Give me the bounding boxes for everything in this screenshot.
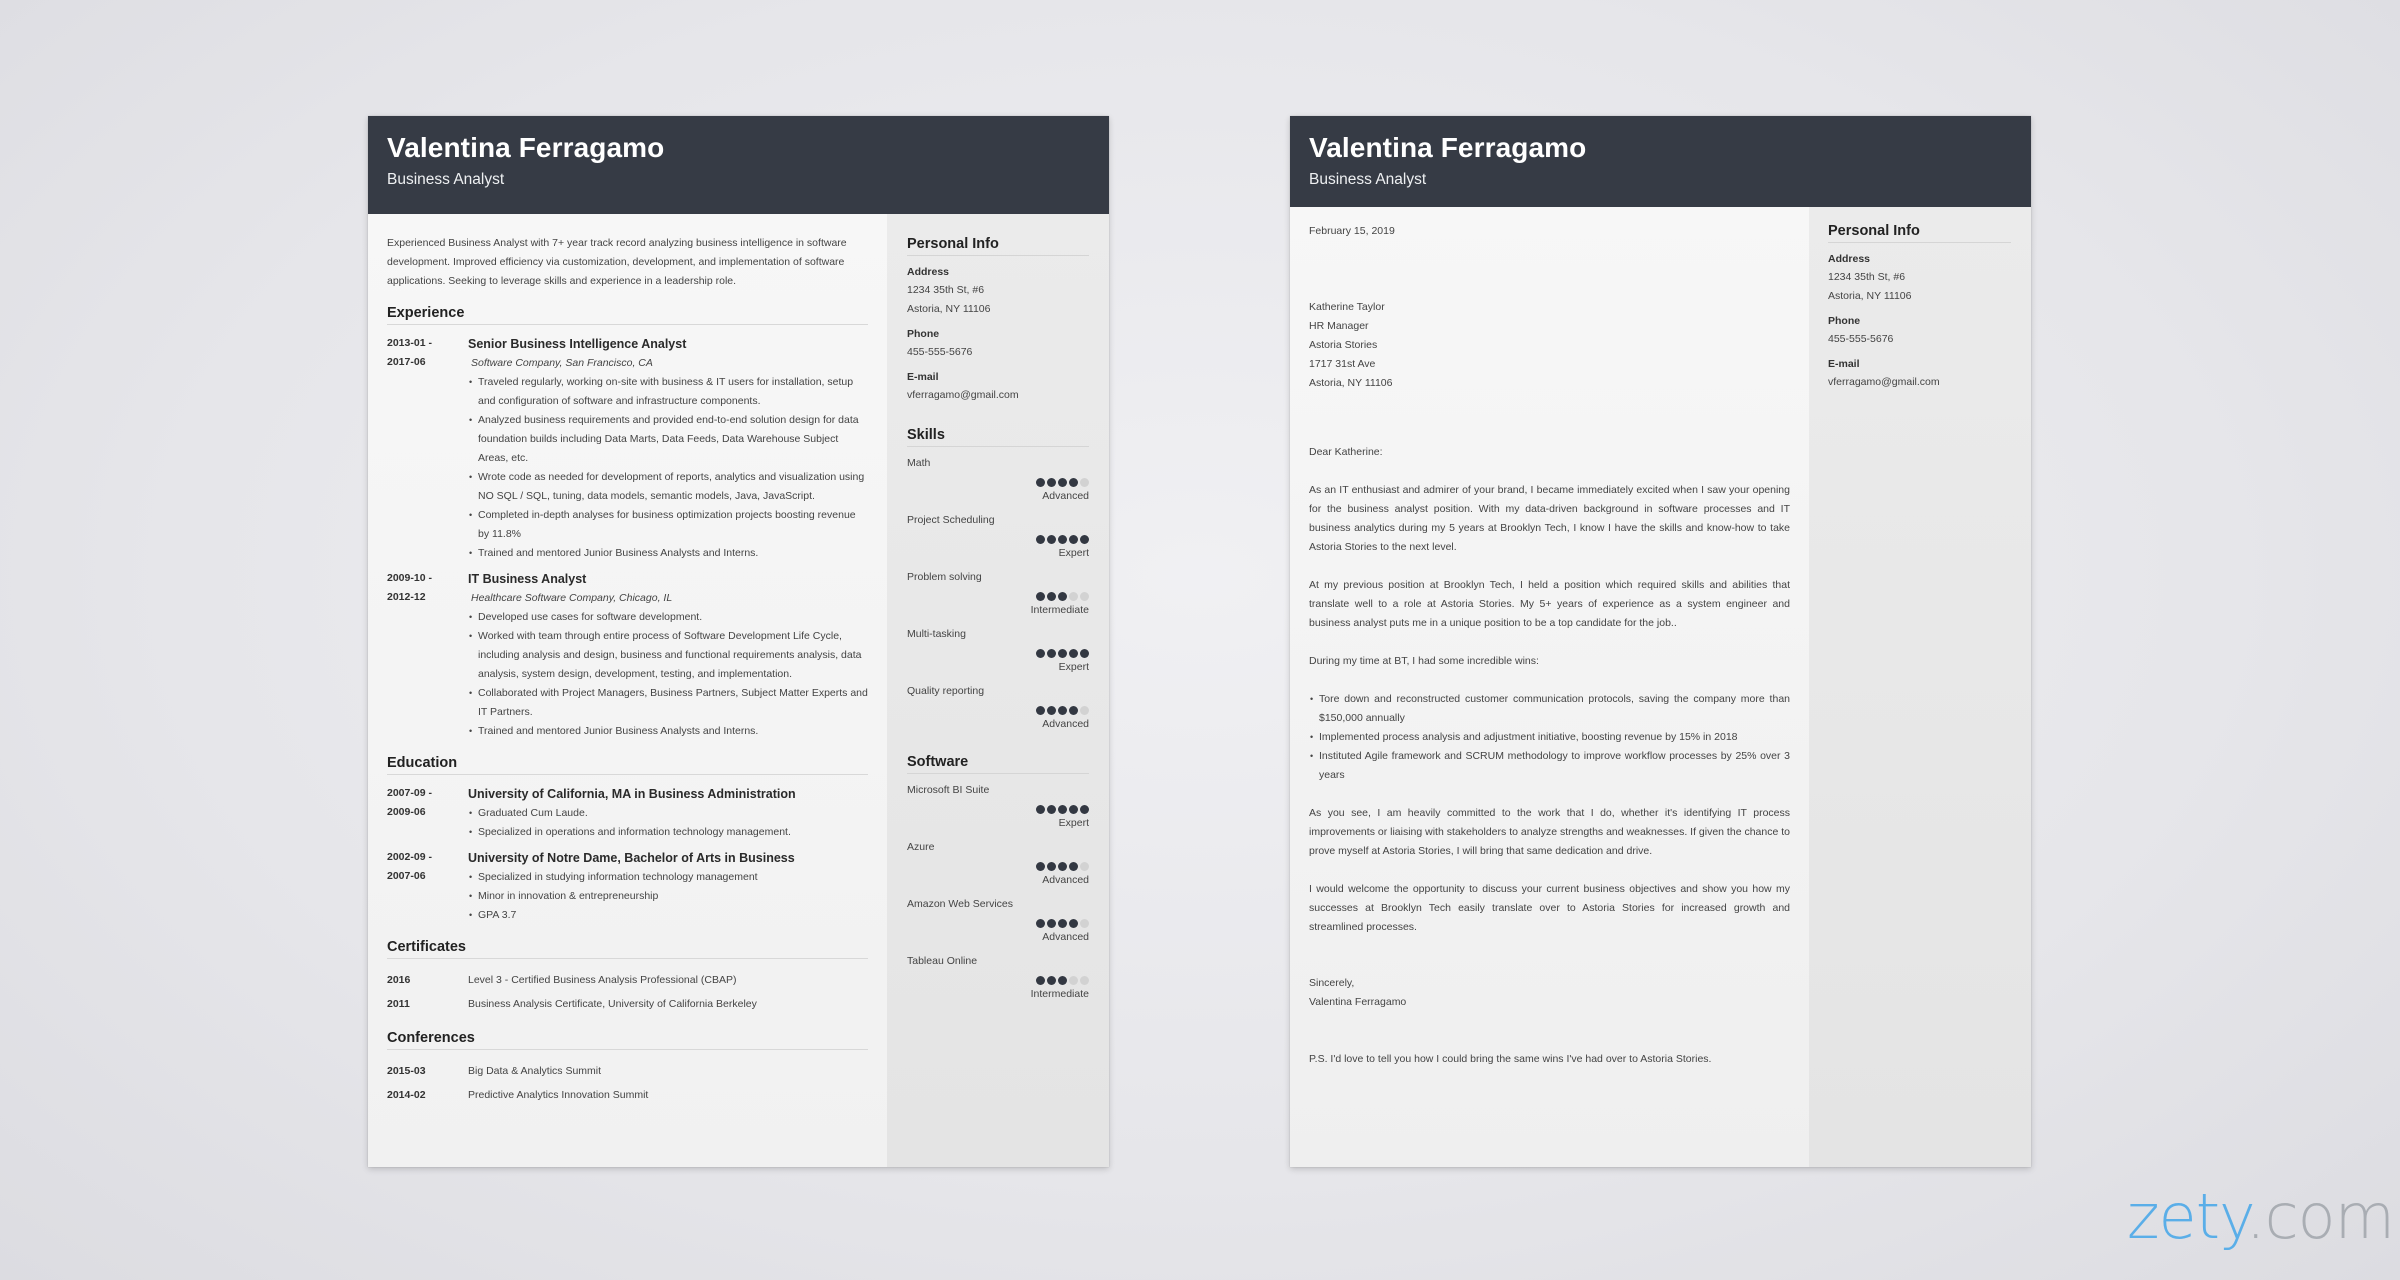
rating-dot-icon [1069,862,1078,871]
entry-company: Software Company, San Francisco, CA [471,357,653,369]
skill-level: Advanced [1042,490,1089,502]
resume-name: Valentina Ferragamo [387,132,665,163]
rating-dot-icon [1047,919,1056,928]
date-line: 2017-06 [387,356,426,368]
skill-name: Problem solving [907,571,982,583]
conferences-row [387,1083,868,1107]
rating-dot-icon [1069,805,1078,814]
cover-letter-document [1290,116,2031,1167]
software-item [907,952,1089,1002]
cover-letter-role: Business Analyst [1309,171,1427,188]
skill-level: Expert [1058,661,1089,673]
skill-rating-dots [907,647,1089,660]
win-item: • Implemented process analysis and adjustment initiative, boosting revenue by 15% in 2018 [1309,728,1790,747]
entry-bullets [468,868,868,925]
software-item [907,838,1089,888]
resume-role: Business Analyst [387,171,505,188]
skill-name: Microsoft BI Suite [907,784,990,796]
bullet-item: • Analyzed business requirements and provided end-to-end solution design for data foundation builds including Data Marts, Data Feeds, Data Warehouse Subject Areas, etc. [468,411,868,468]
skills-section [907,427,1089,732]
skills-heading: Skills [907,427,1089,447]
entry-body [468,569,868,741]
rating-dot-icon [1058,805,1067,814]
cl-address-label: Address [1828,253,1871,265]
entry-dates [387,784,468,842]
closing: Sincerely, [1309,977,1355,989]
recipient-line: Katherine Taylor [1309,301,1385,313]
resume-summary: Experienced Business Analyst with 7+ year track record analyzing business intelligence in software development. Improved efficiency via customization, development, and implementation of software applications. Seeking to leverage skills and experience in a leadership role. [387,237,847,287]
entry-dates [387,569,468,741]
conferences-section [387,1030,868,1107]
rating-dot-icon [1080,862,1089,871]
recipient-block [1309,298,1790,393]
skill-name: Azure [907,841,935,853]
bullet-item: • Minor in innovation & entrepreneurship [468,887,868,906]
personal-info-section [907,236,1089,405]
postscript: P.S. I'd love to tell you how I could bring the same wins I've had over to Astoria Stories. [1309,1053,1712,1065]
rating-dot-icon [1047,976,1056,985]
rating-dot-icon [1058,706,1067,715]
rating-dot-icon [1058,976,1067,985]
entry-body [468,848,868,925]
education-entry [387,848,868,925]
rating-dot-icon [1047,805,1056,814]
software-section [907,754,1089,1002]
phone-value: 455-555-5676 [907,346,973,358]
cl-phone-label: Phone [1828,315,1861,327]
skill-rating-dots [907,803,1089,816]
conferences-list [387,1059,868,1107]
rating-dot-icon [1080,478,1089,487]
education-entry [387,784,868,842]
certificates-section [387,939,868,1016]
bullet-item: • Trained and mentored Junior Business Analysts and Interns. [468,722,868,741]
rating-dot-icon [1036,706,1045,715]
entry-dates [387,334,468,563]
skills-item [907,568,1089,618]
skill-name: Quality reporting [907,685,985,697]
skill-name: Amazon Web Services [907,898,1014,910]
row-text: Big Data & Analytics Summit [468,1065,602,1077]
education-section [387,755,868,925]
row-text: Business Analysis Certificate, University of California Berkeley [468,998,757,1010]
rating-dot-icon [1080,592,1089,601]
skill-name: Tableau Online [907,955,978,967]
rating-dot-icon [1069,478,1078,487]
rating-dot-icon [1080,649,1089,658]
cl-email-value: vferragamo@gmail.com [1828,376,1940,388]
cover-letter-sidebar [1809,207,2031,1167]
recipient-line: Astoria, NY 11106 [1309,377,1393,389]
row-text: Predictive Analytics Innovation Summit [468,1089,649,1101]
rating-dot-icon [1036,919,1045,928]
bullet-item: • GPA 3.7 [468,906,868,925]
rating-dot-icon [1036,805,1045,814]
experience-entry [387,334,868,563]
date-line: 2007-09 - [387,787,432,799]
logo-main: zety [2127,1180,2246,1253]
skill-name: Multi-tasking [907,628,966,640]
certificates-row [387,968,868,992]
resume-main-column [368,214,887,1167]
skill-rating-dots [907,860,1089,873]
software-list [907,781,1089,1002]
cl-address-line2: Astoria, NY 11106 [1828,290,1912,302]
address-value [907,281,1089,319]
logo-suffix: .com [2245,1180,2394,1253]
skill-level: Advanced [1042,931,1089,943]
experience-entry [387,569,868,741]
experience-section [387,305,868,741]
rating-dot-icon [1069,535,1078,544]
skill-level: Advanced [1042,874,1089,886]
skill-level: Intermediate [1030,604,1089,616]
cover-letter-header [1290,116,2031,207]
entry-bullets [468,373,868,563]
date-line: 2012-12 [387,591,426,603]
bullet-item: • Specialized in studying information technology management [468,868,868,887]
signature: Valentina Ferragamo [1309,996,1407,1008]
entry-company: Healthcare Software Company, Chicago, IL [471,592,673,604]
rating-dot-icon [1047,862,1056,871]
bullet-item: • Completed in-depth analyses for business optimization projects boosting revenue by 11.8% [468,506,868,544]
rating-dot-icon [1069,706,1078,715]
address-label: Address [907,266,950,278]
rating-dot-icon [1080,919,1089,928]
personal-info-heading: Personal Info [907,236,1089,256]
wins-list [1309,690,1790,785]
rating-dot-icon [1080,706,1089,715]
rating-dot-icon [1069,592,1078,601]
recipient-line: Astoria Stories [1309,339,1378,351]
paragraph-1: As an IT enthusiast and admirer of your brand, I became immediately excited when I saw your opening for the business analyst position. With my data-driven background in software processes and IT business analytics during my 5 years at Brooklyn Tech, I know I have the skills and know-how to take Astoria Stories to the next level. [1309,484,1790,553]
date-line: 2009-06 [387,806,426,818]
education-list [387,784,868,925]
rating-dot-icon [1036,862,1045,871]
resume-document [368,116,1109,1167]
entry-body [468,784,868,842]
rating-dot-icon [1080,535,1089,544]
skill-rating-dots [907,476,1089,489]
cl-email-label: E-mail [1828,358,1860,370]
entry-dates [387,848,468,925]
date-line: 2002-09 - [387,851,432,863]
skill-name: Math [907,457,931,469]
education-heading: Education [387,755,868,775]
conferences-heading: Conferences [387,1030,868,1050]
rating-dot-icon [1058,649,1067,658]
skills-item [907,682,1089,732]
skill-level: Expert [1058,817,1089,829]
skills-item [907,511,1089,561]
entry-bullets [468,804,868,842]
win-item: • Instituted Agile framework and SCRUM methodology to improve workflow processes by 25% over 3 years [1309,747,1790,785]
skill-level: Expert [1058,547,1089,559]
rating-dot-icon [1047,649,1056,658]
paragraph-5: I would welcome the opportunity to discuss your current business objectives and show you how my successes at Brooklyn Tech easily translate over to Astoria Stories for increased growth and streamlined processes. [1309,883,1790,933]
bullet-item: • Collaborated with Project Managers, Business Partners, Subject Matter Experts and IT Partners. [468,684,868,722]
bullet-item: • Traveled regularly, working on-site with business & IT users for installation, setup and configuration of software and infrastructure components. [468,373,868,411]
resume-header [368,116,1109,214]
certificates-row [387,992,868,1016]
bullet-item: • Trained and mentored Junior Business Analysts and Interns. [468,544,868,563]
skill-level: Advanced [1042,718,1089,730]
rating-dot-icon [1047,535,1056,544]
rating-dot-icon [1069,919,1078,928]
cover-letter-body [1290,207,1809,1167]
bullet-item: • Worked with team through entire process of Software Development Life Cycle, including analysis and design, business and functional requirements analysis, data analysis, system design, development, testing, and implementation. [468,627,868,684]
resume-sidebar [887,214,1109,1167]
date-line: 2009-10 - [387,572,432,584]
entry-body [468,334,868,563]
rating-dot-icon [1058,862,1067,871]
rating-dot-icon [1036,478,1045,487]
address-line2: Astoria, NY 11106 [907,303,991,315]
cl-address-line1: 1234 35th St, #6 [1828,271,1906,283]
rating-dot-icon [1047,478,1056,487]
rating-dot-icon [1036,535,1045,544]
date-line: 2007-06 [387,870,426,882]
rating-dot-icon [1080,976,1089,985]
row-date: 2011 [387,998,410,1010]
certificates-heading: Certificates [387,939,868,959]
cl-phone-value: 455-555-5676 [1828,333,1894,345]
skill-rating-dots [907,590,1089,603]
rating-dot-icon [1058,478,1067,487]
email-value: vferragamo@gmail.com [907,389,1019,401]
conferences-row [387,1059,868,1083]
bullet-item: • Specialized in operations and information technology management. [468,823,868,842]
skill-name: Project Scheduling [907,514,995,526]
address-line1: 1234 35th St, #6 [907,284,985,296]
paragraph-2: At my previous position at Brooklyn Tech, I held a position which required skills and abilities that translate well to a role at Astoria Stories. My 5+ years of experience as a system engineer and business analyst puts me in a unique position to be a top candidate for the job.. [1309,579,1790,629]
rating-dot-icon [1058,919,1067,928]
skills-list [907,454,1089,732]
rating-dot-icon [1069,976,1078,985]
entry-title: University of Notre Dame, Bachelor of Arts in Business [468,851,795,865]
software-heading: Software [907,754,1089,774]
rating-dot-icon [1036,592,1045,601]
bullet-item: • Graduated Cum Laude. [468,804,868,823]
skill-rating-dots [907,533,1089,546]
rating-dot-icon [1080,805,1089,814]
skill-rating-dots [907,917,1089,930]
skills-item [907,454,1089,504]
paragraph-3: During my time at BT, I had some incredible wins: [1309,655,1539,667]
bullet-item: • Wrote code as needed for development of reports, analytics and visualization using NO SQL / SQL, tuning, data models, semantic models, Java, JavaScript. [468,468,868,506]
email-label: E-mail [907,371,939,383]
entry-bullets [468,608,868,741]
entry-title: Senior Business Intelligence Analyst [468,337,687,351]
row-date: 2016 [387,974,411,986]
entry-title: IT Business Analyst [468,572,587,586]
rating-dot-icon [1069,649,1078,658]
letter-date: February 15, 2019 [1309,225,1395,237]
entry-title: University of California, MA in Business Administration [468,787,796,801]
row-text: Level 3 - Certified Business Analysis Professional (CBAP) [468,974,737,986]
skill-rating-dots [907,974,1089,987]
recipient-line: HR Manager [1309,320,1369,332]
salutation: Dear Katherine: [1309,446,1383,458]
row-date: 2015-03 [387,1065,426,1077]
skill-rating-dots [907,704,1089,717]
recipient-line: 1717 31st Ave [1309,358,1376,370]
date-line: 2013-01 - [387,337,432,349]
skill-level: Intermediate [1030,988,1089,1000]
rating-dot-icon [1047,592,1056,601]
cl-address-value [1828,268,2011,306]
bullet-item: • Developed use cases for software development. [468,608,868,627]
rating-dot-icon [1036,649,1045,658]
phone-label: Phone [907,328,940,340]
rating-dot-icon [1058,535,1067,544]
cover-letter-name: Valentina Ferragamo [1309,132,1587,163]
cl-personal-info-section [1828,223,2011,392]
skills-item [907,625,1089,675]
row-date: 2014-02 [387,1089,426,1101]
experience-list [387,334,868,741]
rating-dot-icon [1047,706,1056,715]
cl-personal-info-heading: Personal Info [1828,223,2011,243]
paragraph-4: As you see, I am heavily committed to the work that I do, whether it's identifying IT process improvements or liaising with stakeholders to analyze strengths and weaknesses. If given the chance to prove myself at Astoria Stories, I will bring that same dedication and drive. [1309,807,1790,857]
zety-logo [2127,1180,2394,1253]
experience-heading: Experience [387,305,868,325]
software-item [907,781,1089,831]
rating-dot-icon [1058,592,1067,601]
win-item: • Tore down and reconstructed customer communication protocols, saving the company more than $150,000 annually [1309,690,1790,728]
software-item [907,895,1089,945]
rating-dot-icon [1036,976,1045,985]
certificates-list [387,968,868,1016]
